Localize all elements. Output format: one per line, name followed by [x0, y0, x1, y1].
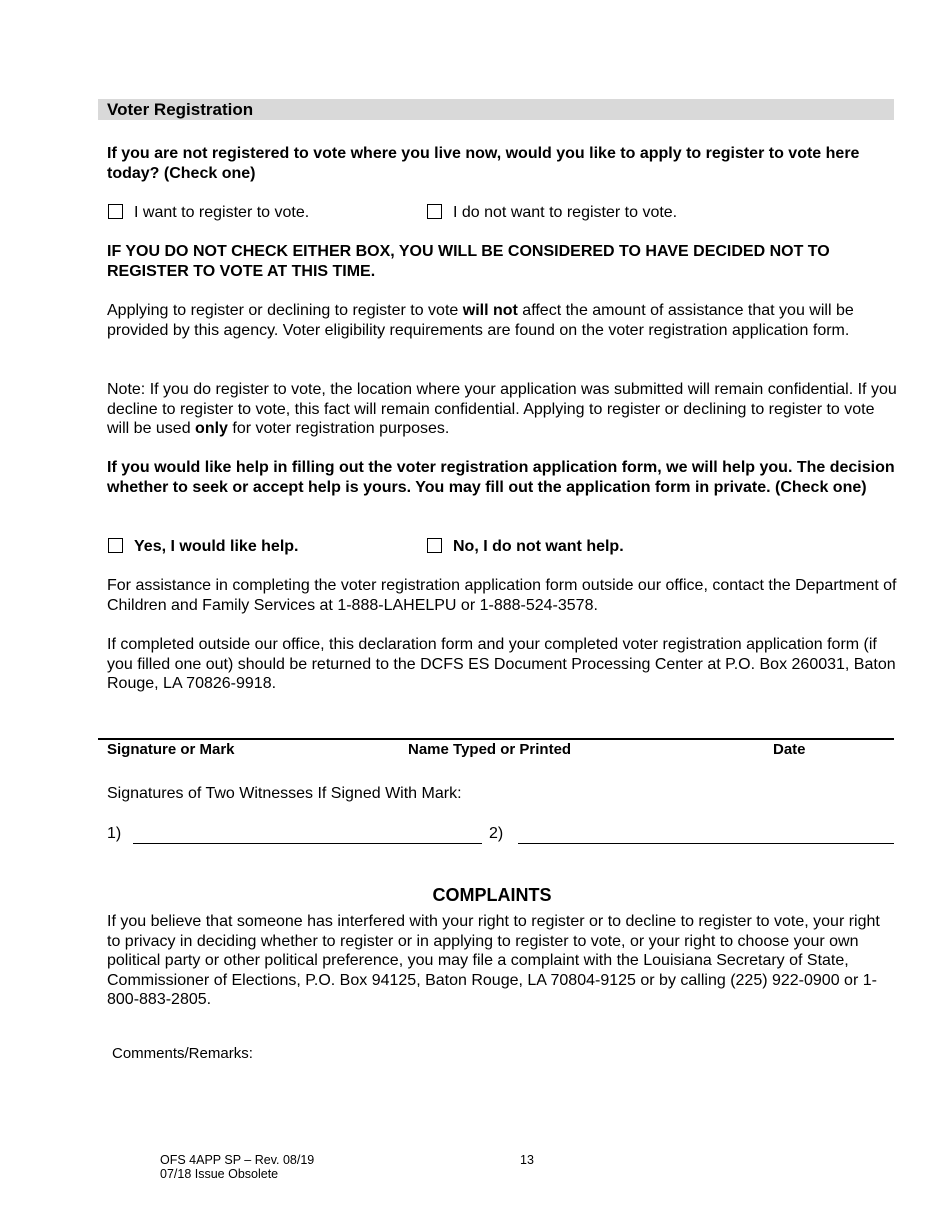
register-no-checkbox[interactable] [427, 204, 442, 219]
help-yes-checkbox[interactable] [108, 538, 123, 553]
help-no-checkbox[interactable] [427, 538, 442, 553]
note-text-1: Note: If you do register to vote, the location where your application was submitted will remain confidential. If you decline to register to vote, this fact will remain confidential. Applying to register or declining to register to vote will be used [107, 381, 897, 437]
return-instructions-paragraph: If completed outside our office, this declaration form and your completed voter registration application form (if you filled one out) should be returned to the DCFS ES Document Processing Center at P.O. Box 260031, Baton Rouge, LA 70826-9918. [107, 636, 896, 692]
assistance-contact-paragraph: For assistance in completing the voter registration application form outside our office, contact the Department of Children and Family Services at 1-888-LAHELPU or 1-888-524-3578. [107, 577, 897, 614]
help-question: If you would like help in filling out the voter registration application form, we will help you. The decision whether to seek or accept help is yours. You may fill out the application form in private. (Check one) [107, 459, 895, 496]
witness-1-label: 1) [107, 825, 122, 842]
footer-obsolete-note: 07/18 Issue Obsolete [160, 1167, 279, 1181]
register-no-label: I do not want to register to vote. [453, 204, 678, 221]
signature-label: Signature or Mark [107, 741, 235, 758]
note-text-2: for voter registration purposes. [227, 420, 450, 437]
register-question: If you are not registered to vote where you live now, would you like to apply to register to vote here today? (Check one) [107, 145, 860, 182]
note-text-bold: only [195, 420, 228, 437]
footer-form-id: OFS 4APP SP – Rev. 08/19 [160, 1153, 315, 1167]
name-label: Name Typed or Printed [408, 741, 572, 758]
applying-text-bold: will not [462, 302, 518, 319]
signature-line [98, 738, 894, 740]
page-number: 13 [520, 1153, 534, 1167]
section-title: Voter Registration [107, 100, 254, 119]
assistance-effect-paragraph [107, 301, 897, 340]
applying-text-2: affect the amount of assistance that you will be provided by this agency. Voter eligibility requirements are found on the voter registration application form. [107, 302, 854, 339]
complaints-paragraph: If you believe that someone has interfered with your right to register or to decline to register to vote, your right to privacy in deciding whether to register or in applying to register to vote, or your right to choose your own political party or other political preference, you may file a complaint with the Louisiana Secretary of State, Commissioner of Elections, P.O. Box 94125, Baton Rouge, LA 70804-9125 or by calling (225) 922-0900 or 1-800-883-2805. [107, 913, 880, 1008]
register-yes-checkbox[interactable] [108, 204, 123, 219]
help-yes-label: Yes, I would like help. [134, 538, 299, 555]
comments-label: Comments/Remarks: [112, 1045, 253, 1062]
witnesses-heading: Signatures of Two Witnesses If Signed With Mark: [107, 785, 462, 802]
witness-2-line[interactable] [518, 843, 894, 844]
confidentiality-note [107, 380, 897, 439]
date-label: Date [773, 741, 806, 758]
complaints-title: COMPLAINTS [432, 885, 552, 905]
help-no-label: No, I do not want help. [453, 538, 624, 555]
register-yes-label: I want to register to vote. [134, 204, 310, 221]
warning-text: IF YOU DO NOT CHECK EITHER BOX, YOU WILL BE CONSIDERED TO HAVE DECIDED NOT TO REGISTER TO VOTE AT THIS TIME. [107, 243, 830, 280]
applying-text-1: Applying to register or declining to register to vote [107, 302, 463, 319]
witness-2-label: 2) [489, 825, 504, 842]
witness-1-line[interactable] [133, 843, 482, 844]
